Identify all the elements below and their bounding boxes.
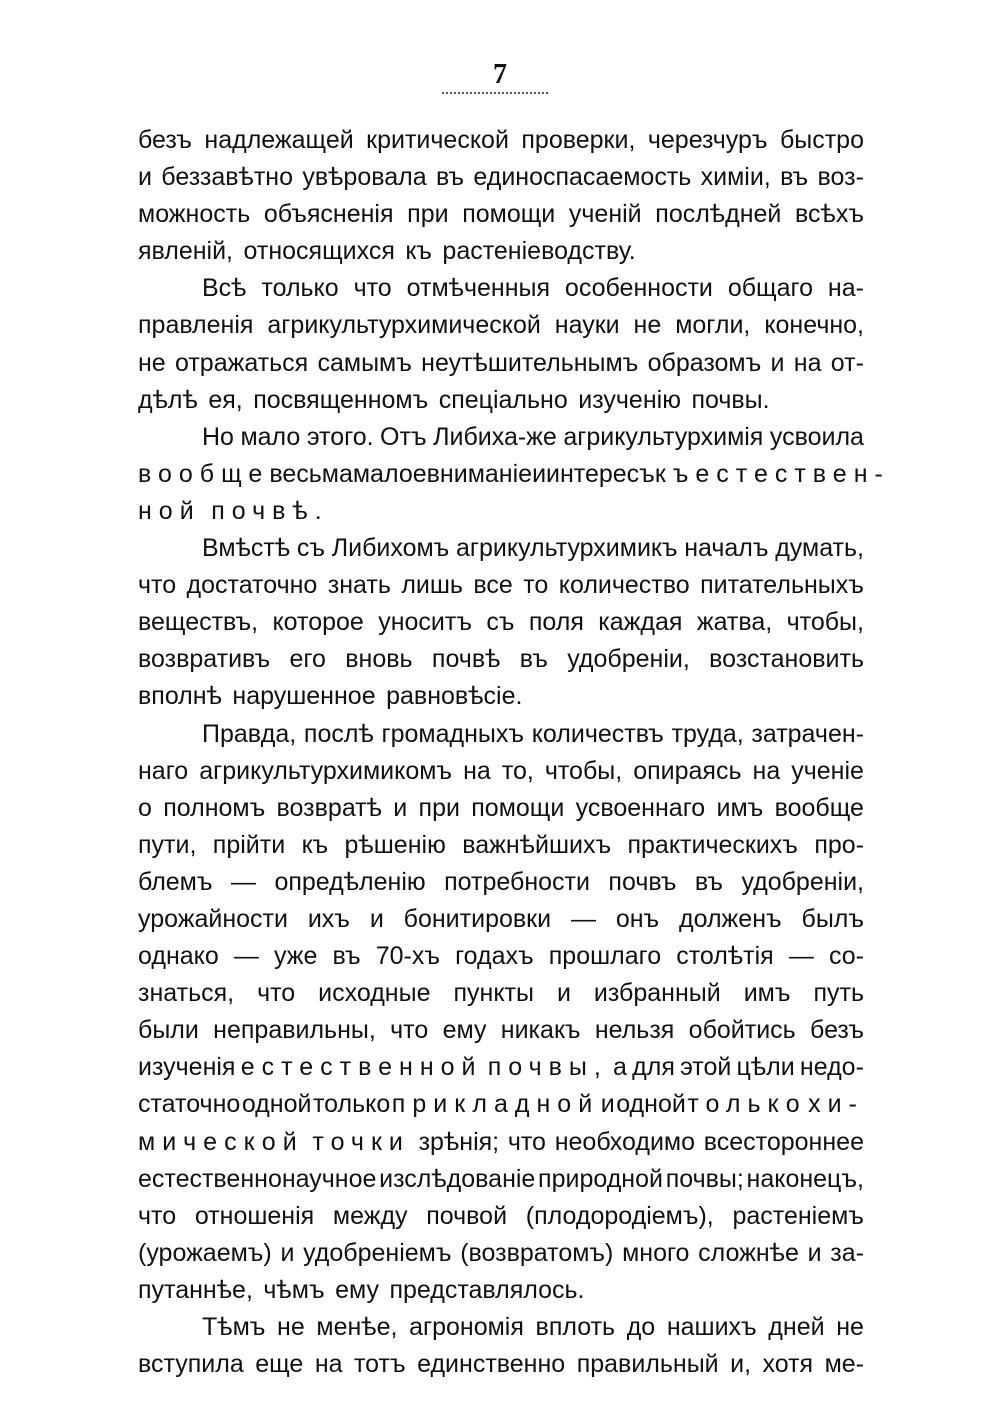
word: наго [138,756,189,785]
text-line [138,530,864,567]
word: спеціально [438,385,568,414]
word: знать [327,571,391,600]
word: правильный [576,1350,719,1379]
word: объясненія [263,200,394,229]
word: возвративъ [138,645,271,674]
word: хотя [762,1350,814,1379]
word: почвы, [487,1053,608,1082]
word: почвой [426,1201,508,1230]
word: образомъ [647,348,762,377]
word: къ [654,459,696,488]
word: лишь [401,571,463,600]
header-rule [442,92,548,94]
word: представлялось. [389,1275,585,1304]
word: нарушенное [232,682,376,711]
word: рѣшенію [344,830,446,859]
word: и [770,348,785,377]
word: что [390,1016,429,1045]
word: опираясь [633,756,742,785]
word: почвъ [608,867,677,896]
word: конечно, [764,311,864,340]
word: одной [241,1090,312,1119]
word: и [600,1090,615,1119]
word: всестороннее [703,1127,864,1156]
word: агрикультурхимія [563,422,764,451]
word: (возвратомъ) [460,1238,614,1267]
word: возвратѣ [276,793,382,822]
word: изученія [138,1053,236,1082]
word: естественнонаучное [138,1164,377,1193]
word: весьма [269,459,353,488]
word: веществъ, [138,608,259,637]
word: природной [538,1164,663,1193]
word: растеніеводству. [442,237,636,266]
word: послѣ [303,719,374,748]
word: Либихомъ [331,534,450,563]
word: вниманіе [426,459,533,488]
word: полномъ [163,793,266,822]
word: мало [240,422,301,451]
word: никакъ [500,1016,581,1045]
word: помощи [471,793,565,822]
paragraph [138,122,864,270]
word: избранный [593,979,721,1008]
text-line [138,1012,864,1049]
word: естествен- [695,459,890,488]
word: 70-хъ [375,942,440,971]
word: вплоть [535,1313,616,1341]
word: количество [558,571,690,600]
word: прійти [212,830,286,859]
word: и, [730,1350,752,1379]
word: затрачен- [751,719,864,748]
word: между [332,1201,408,1230]
text-line [138,641,864,678]
word: про- [814,830,864,859]
word: не [277,1313,305,1341]
word: вступила [138,1350,244,1379]
word: ему [442,1016,487,1045]
word: всѣхъ [795,200,864,229]
word: Но [202,422,234,451]
body-text [138,122,890,1383]
word: самымъ [317,348,412,377]
word: Либиха-же [433,422,557,451]
paragraph [138,270,864,418]
word: не [138,348,166,377]
word: единоспасаемость [473,163,692,192]
word: о [138,793,152,822]
text-line [138,716,864,753]
word: общаго [727,274,813,303]
word: и [556,979,571,1008]
word: необходимо [554,1127,696,1156]
word: этого. [306,422,374,451]
word: пункты [453,979,534,1008]
word: критической [366,126,509,154]
word: менѣе, [316,1313,398,1341]
text-line [138,456,890,493]
word: были [138,1016,199,1045]
word: отражаться [175,348,309,377]
word: почвы. [691,385,770,414]
page-number: 7 [493,59,507,90]
word: Всѣ [202,274,247,303]
paragraph [138,1309,864,1383]
word: въ [519,645,548,674]
word: обойтись [688,1016,796,1045]
word: громадныхъ [381,719,524,748]
word: знаться, [138,979,235,1008]
text-line [138,307,864,344]
text-line [138,827,864,864]
word: имъ [716,793,764,822]
word: нельзя [594,1016,675,1045]
word: неутѣшительнымъ [421,348,639,377]
paragraph [138,530,864,715]
word: наконецъ, [746,1164,864,1193]
text-line [138,1049,864,1086]
word: (урожаемъ) [138,1238,272,1267]
text-line [138,1198,864,1235]
word: сложнѣе [698,1238,799,1267]
word: ему [335,1275,379,1304]
paragraph [138,716,864,1310]
text-line [138,864,864,901]
text-line [138,345,864,382]
word: зрѣнія; [418,1127,500,1156]
word: практическихъ [627,830,798,859]
word: къ [301,830,329,859]
word: агрикультурхимикомъ [199,756,453,785]
word: особенности [564,274,713,303]
word: блемъ [138,867,213,896]
word: онъ [615,904,660,933]
text-line [138,196,864,233]
word: и [138,163,152,192]
word: урожайности [138,904,288,933]
word: малое [352,459,427,488]
word: увѣровала [302,163,427,192]
word: единственно [417,1350,566,1379]
word: правленія [138,311,254,340]
word: изученію [578,385,681,414]
word: путаннѣе, [138,1275,253,1304]
word: что [353,274,392,303]
word: на- [827,274,864,303]
word: путь [813,979,864,1008]
word: началъ [684,534,769,563]
word: цѣли [736,1053,795,1082]
text-line [138,901,864,938]
word: чтобы, [786,608,864,637]
word: Отъ [380,422,427,451]
word: на [314,1350,343,1379]
word: удобреніемъ [303,1238,452,1267]
word: безъ [810,1016,864,1045]
word: только [687,1090,807,1119]
word: усвоила [769,422,864,451]
word: имъ [743,979,791,1008]
text-line [138,1346,864,1383]
word: посвященномъ [253,385,429,414]
text-line [138,382,864,419]
word: усвоеннаго [575,793,706,822]
word: при [418,793,460,822]
word: съ [296,534,325,563]
word: относящихся [243,237,395,266]
word: столѣтія [676,942,774,971]
word: явленій, [138,237,234,266]
word: что [507,1127,546,1156]
word: уноситъ [378,608,472,637]
text-line [138,790,864,827]
word: жатва, [696,608,773,637]
word: точки [312,1127,410,1156]
text-line [138,753,864,790]
word: агрикультурхимикъ [456,534,678,563]
word: недо- [799,1053,864,1082]
word: то [523,571,549,600]
text-line [138,1161,864,1198]
word: почвѣ. [211,496,329,525]
word: растеніемъ [732,1201,864,1230]
word: проверки, [521,126,636,154]
word: питательныхъ [700,571,864,600]
word: и [280,1238,295,1267]
word: со- [828,942,864,971]
word: статочно [138,1090,241,1119]
word: въ [332,942,361,971]
word: удобреніи, [741,867,864,896]
word: беззавѣтно [161,163,293,192]
word: помощи [462,200,556,229]
word: важнѣйшихъ [462,830,612,859]
paragraph [138,419,890,530]
word: мической [138,1127,304,1156]
word: Тѣмъ [202,1313,266,1341]
word: и [807,1238,822,1267]
word: съ [486,608,515,637]
word: чѣмъ [263,1275,325,1304]
word: удобреніи, [567,645,690,674]
word: былъ [801,904,864,933]
word: еще [255,1350,304,1379]
word: для [632,1053,675,1082]
word: одной [616,1090,686,1119]
text-line [138,419,864,456]
word: вполнѣ [138,682,222,711]
word: почвы; [665,1164,744,1193]
word: вообще [774,793,864,822]
word: ученій [568,200,642,229]
word: достаточно [186,571,318,600]
text-line [138,233,864,270]
word: ея, [208,385,243,414]
text-line [138,1272,864,1309]
word: — [570,904,596,933]
word: только [261,274,339,303]
word: неправильны, [213,1016,376,1045]
word: возстановить [709,645,864,674]
word: прикладной [391,1090,600,1119]
word: пути, [138,830,197,859]
word: и [532,459,547,488]
word: бонитировки [403,904,552,933]
word: изслѣдованіе [379,1164,536,1193]
word: то, [501,756,534,785]
word: годахъ [455,942,534,971]
word: опредѣленію [274,867,426,896]
word: потребности [444,867,590,896]
text-line [138,1086,864,1123]
text-line [138,270,864,307]
word: — [788,942,814,971]
word: за- [830,1238,864,1267]
word: что [138,1201,177,1230]
word: и [369,904,384,933]
word: его [289,645,326,674]
word: от- [830,348,864,377]
word: къ [405,237,432,266]
word: этой [680,1053,732,1082]
word: а [613,1053,627,1082]
word: науки [554,311,620,340]
word: отмѣченныя [406,274,550,303]
word: хи- [808,1090,864,1119]
word: послѣдней [655,200,782,229]
word: при [407,200,449,229]
word: воз- [817,163,864,192]
word: почвѣ [431,645,501,674]
word: нашихъ [666,1313,757,1341]
word: на [752,756,781,785]
word: на [793,348,822,377]
word: могли, [675,311,751,340]
word: однако [138,942,219,971]
word: тотъ [354,1350,406,1379]
word: въ [694,867,723,896]
word: ной [138,496,201,525]
word: много [622,1238,690,1267]
word: исходные [318,979,431,1008]
word: и [393,793,408,822]
word: которое [272,608,364,637]
word: не [633,311,662,340]
word: надлежащей [204,126,354,154]
text-line [138,493,864,530]
word: дѣлѣ [138,385,198,414]
word: Вмѣстѣ [202,534,291,563]
word: только [312,1090,391,1119]
word: (плодородіемъ), [525,1201,714,1230]
text-line [138,604,864,641]
word: количествъ [531,719,664,748]
word: можность [138,200,251,229]
word: въ [780,163,809,192]
word: поля [528,608,584,637]
word: долженъ [679,904,782,933]
word: на [463,756,491,785]
word: чтобы, [544,756,623,785]
word: химіи, [700,163,771,192]
text-line [138,159,864,196]
text-line [138,938,864,975]
word: прошлаго [548,942,662,971]
word: — [230,867,256,896]
word: агрикультурхимической [267,311,541,340]
word: ме- [824,1350,864,1379]
word: думать, [775,534,864,563]
word: Правда, [202,719,297,748]
text-line [138,122,864,159]
word: труда, [671,719,744,748]
word: что [138,571,177,600]
text-line [138,1235,864,1272]
word: каждая [598,608,683,637]
word: интересъ [546,459,655,488]
word: ученіе [791,756,864,785]
word: отношенія [194,1201,315,1230]
text-line [138,567,864,604]
word: ихъ [307,904,350,933]
word: естественной [240,1053,483,1082]
text-line [138,1124,864,1161]
word: что [257,979,296,1008]
word: дней [768,1313,825,1341]
word: въ [435,163,465,192]
word: уже [274,942,318,971]
word: быстро [779,126,864,154]
word: равновѣсіе. [386,682,523,711]
text-line [138,678,864,715]
word: до [626,1313,656,1341]
word: безъ [138,126,192,154]
text-line [138,1309,864,1346]
word: черезчуръ [647,126,768,154]
word: агрономія [409,1313,524,1341]
word: вообще [138,459,270,488]
word: все [473,571,513,600]
word: не [836,1313,864,1341]
word: вновь [345,645,413,674]
word: — [233,942,259,971]
text-line [138,975,864,1012]
